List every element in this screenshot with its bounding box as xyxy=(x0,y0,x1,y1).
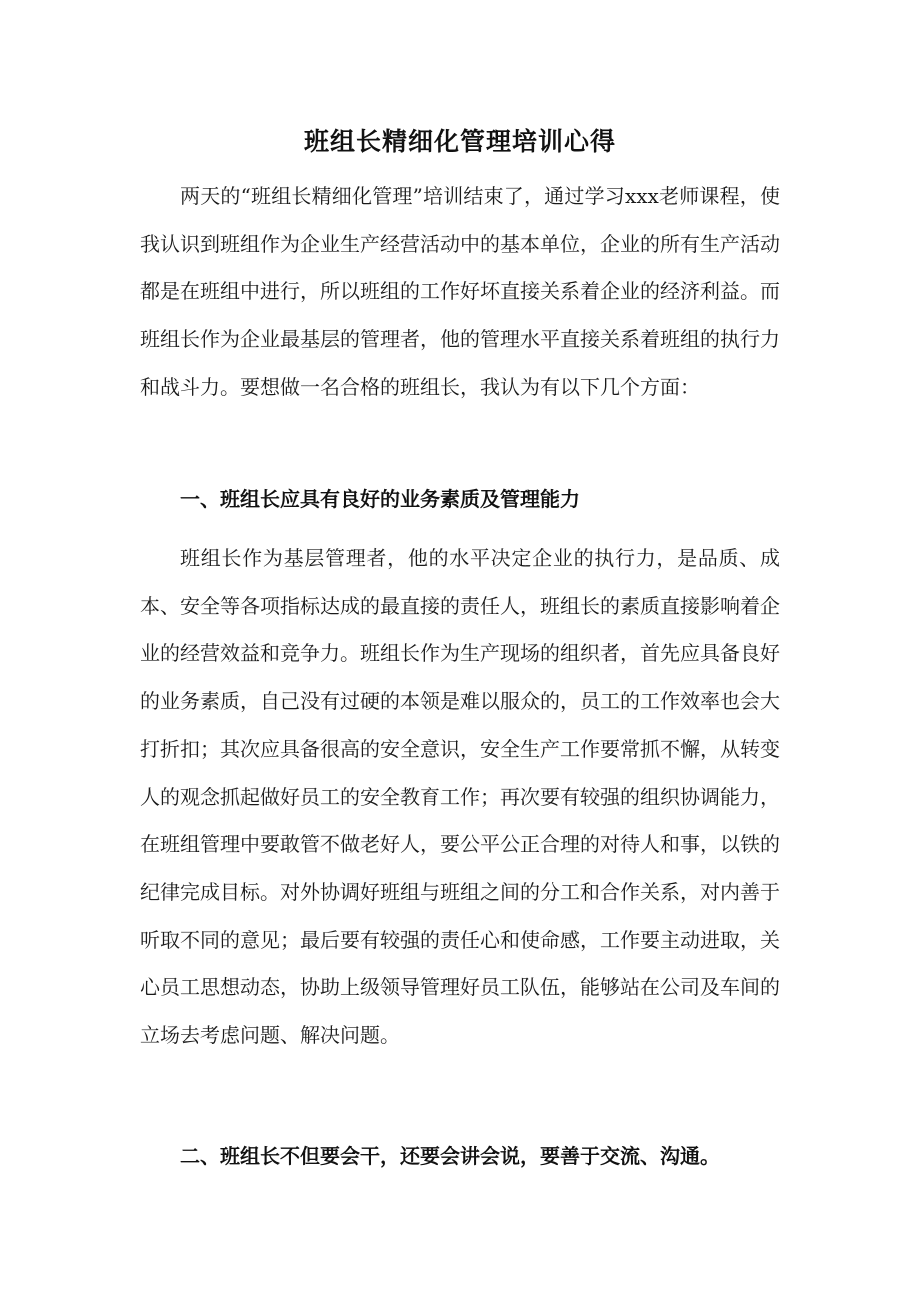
section-heading-2: 二、班组长不但要会干，还要会讲会说，要善于交流、沟通。 xyxy=(180,1144,720,1168)
intro-paragraph: 两天的“班组长精细化管理”培训结束了，通过学习xxx老师课程，使我认识到班组作为企业生产经营活动中的基本单位，企业的所有生产活动都是在班组中进行，所以班组的工作好坏直接关系着企业的经济利益。而班组长作为企业最基层的管理者，他的管理水平直接关系着班组的执行力和战斗力。要想做一名合格的班组长，我认为有以下几个方面： xyxy=(140,184,780,399)
document-title: 班组长精细化管理培训心得 xyxy=(303,127,616,156)
section-heading-1: 一、班组长应具有良好的业务素质及管理能力 xyxy=(180,487,580,511)
section-1-paragraph: 班组长作为基层管理者，他的水平决定企业的执行力，是品质、成本、安全等各项指标达成的最直接的责任人，班组长的素质直接影响着企业的经营效益和竞争力。班组长作为生产现场的组织者，首先应具备良好的业务素质，自己没有过硬的本领是难以服众的，员工的工作效率也会大打折扣；其次应具备很高的安全意识，安全生产工作要常抓不懈，从转变人的观念抓起做好员工的安全教育工作；再次要有较强的组织协调能力，在班组管理中要敢管不做老好人，要公平公正合理的对待人和事，以铁的纪律完成目标。对外协调好班组与班组之间的分工和合作关系，对内善于听取不同的意见；最后要有较强的责任心和使命感，工作要主动进取，关心员工思想动态，协助上级领导管理好员工队伍，能够站在公司及车间的立场去考虑问题、解决问题。 xyxy=(140,546,780,1048)
